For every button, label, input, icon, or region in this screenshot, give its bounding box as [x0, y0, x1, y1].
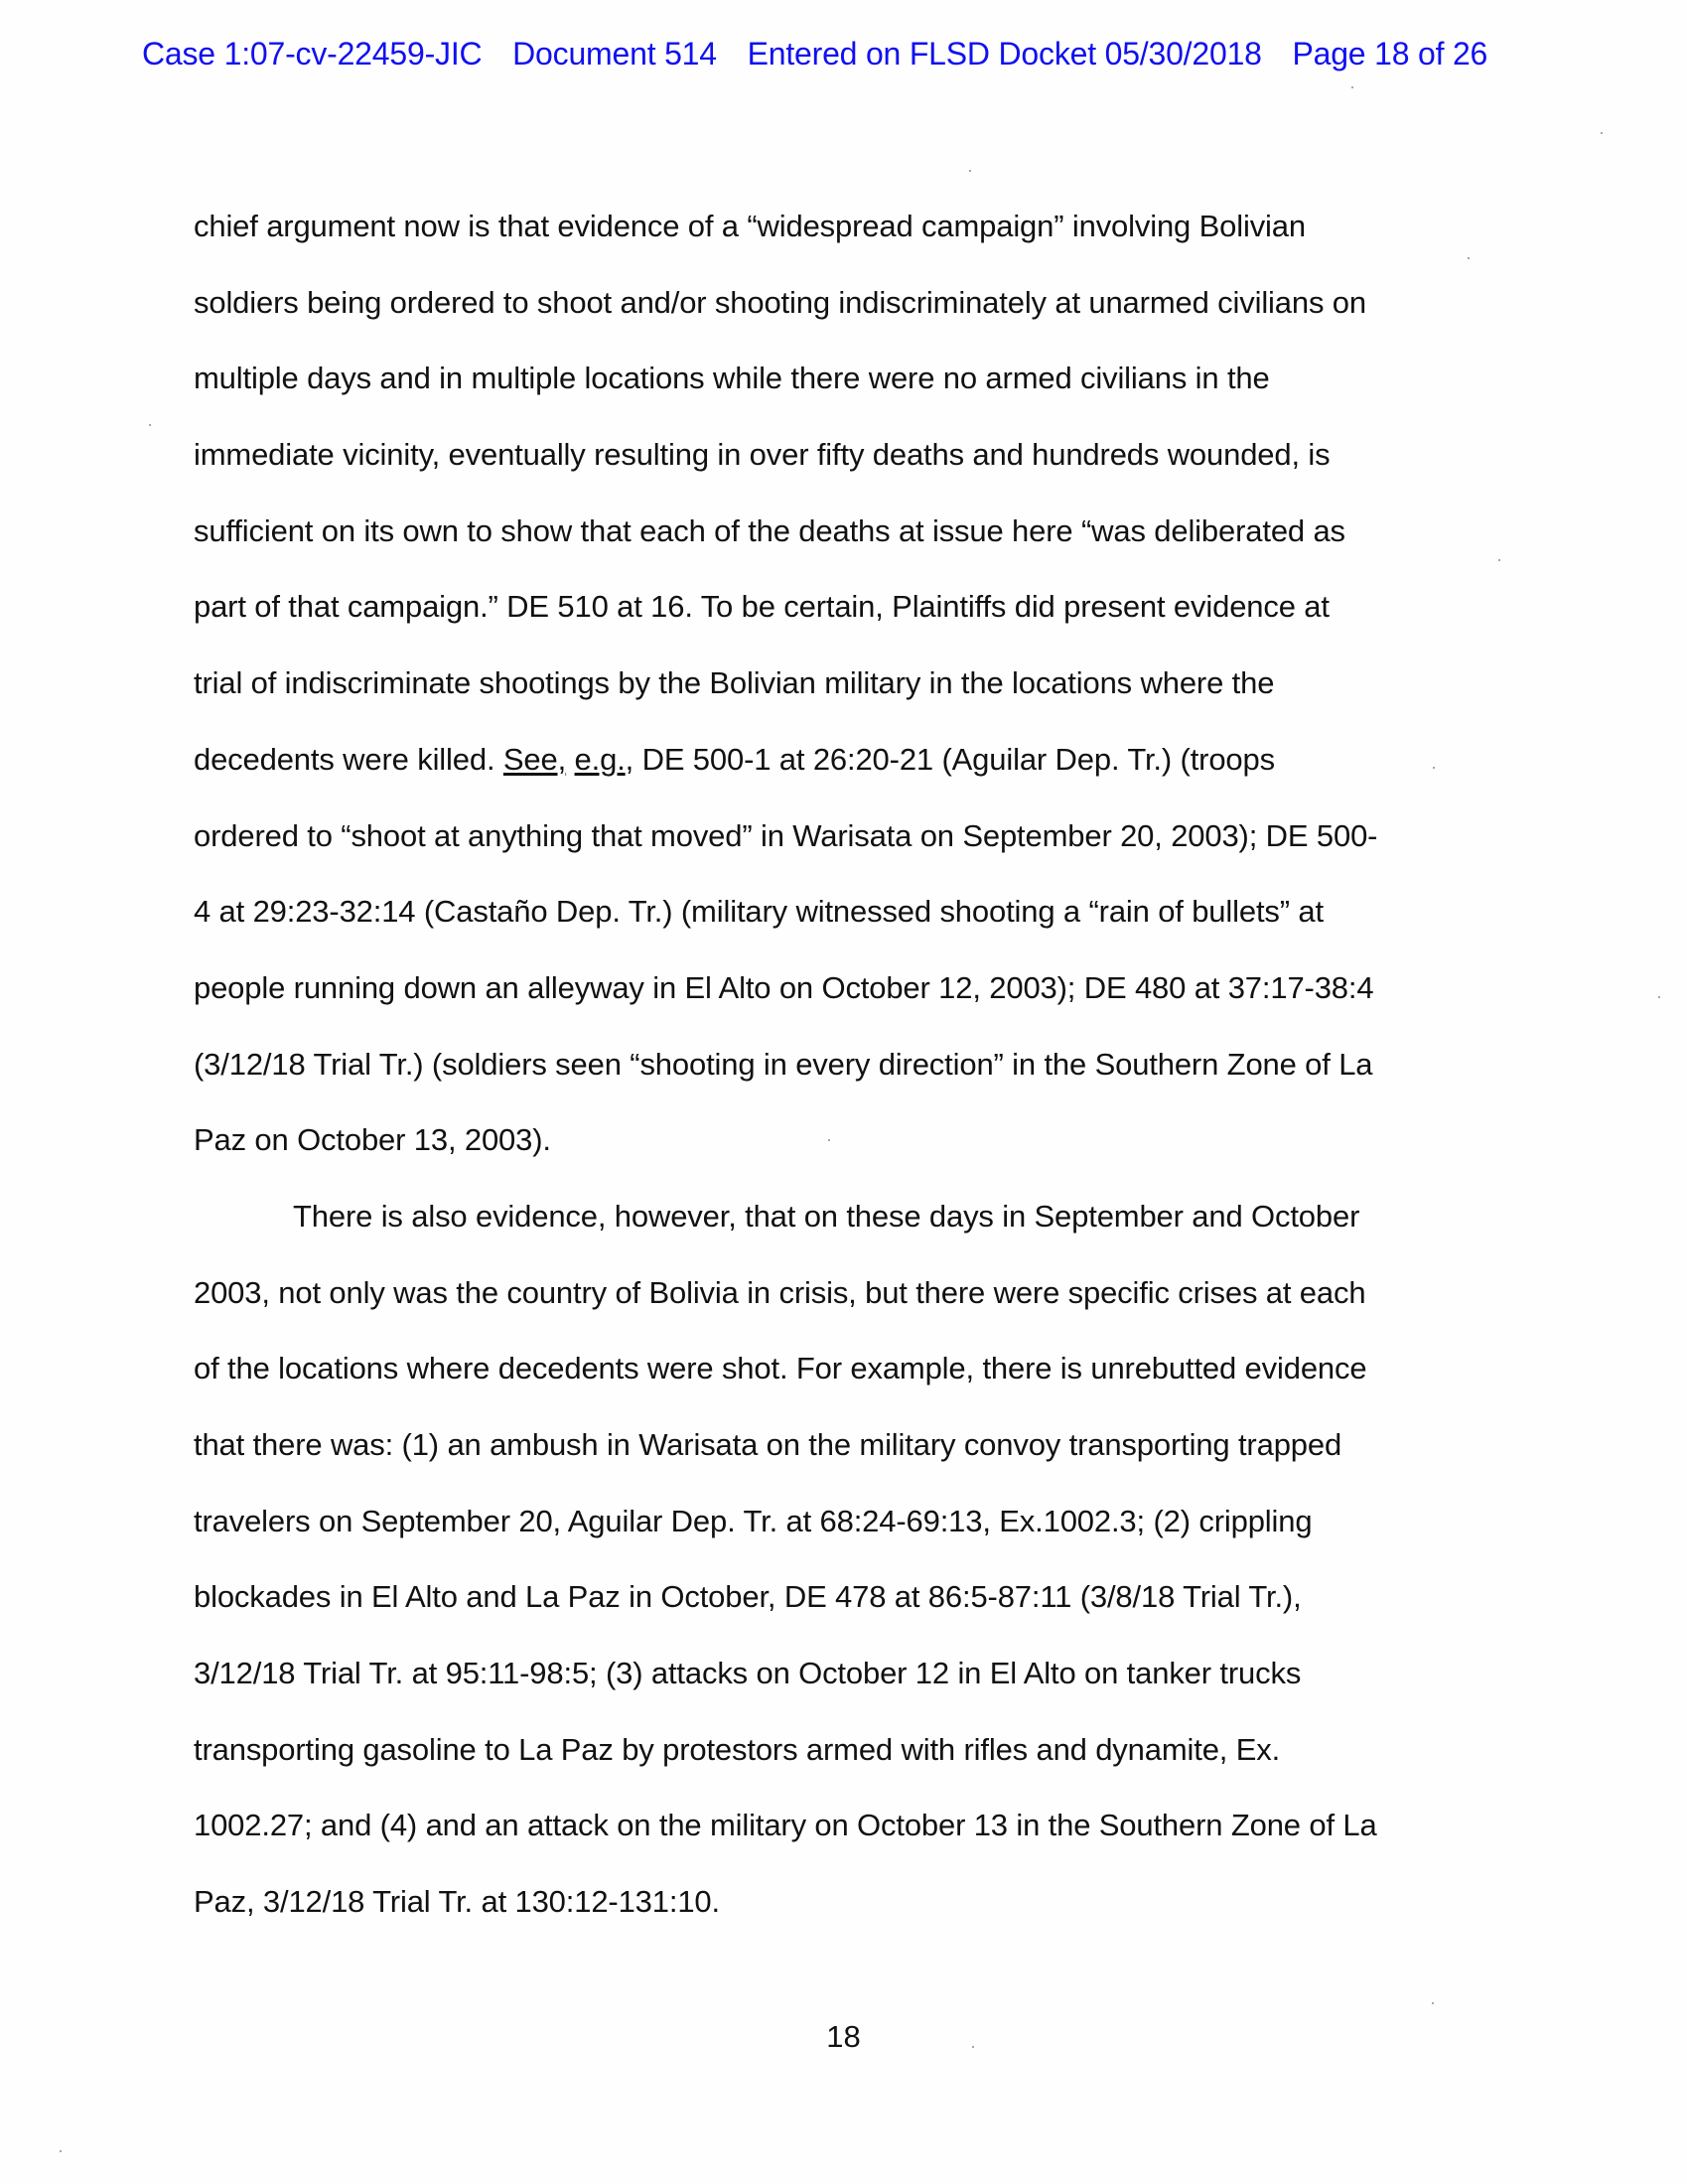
citation-lead-text: decedents were killed. — [194, 741, 503, 777]
docket-entry-date: Entered on FLSD Docket 05/30/2018 — [747, 36, 1262, 72]
scan-speck — [1468, 257, 1470, 259]
scan-speck — [60, 2150, 62, 2152]
scan-speck — [1658, 996, 1660, 998]
page-indicator: Page 18 of 26 — [1292, 36, 1488, 72]
scan-speck — [972, 2046, 974, 2048]
paragraph-2 — [194, 1193, 1514, 1955]
page-number: 18 — [826, 2019, 861, 2054]
citation-signal-see: See, — [502, 741, 567, 777]
text-line: 4 at 29:23-32:14 (Castaño Dep. Tr.) (military witnessed shooting a “rain of bullets” at — [194, 894, 1324, 930]
scan-speck — [1601, 132, 1603, 134]
text-line: blockades in El Alto and La Paz in October, DE 478 at 86:5-87:11 (3/8/18 Trial Tr.), — [194, 1579, 1302, 1615]
text-line: There is also evidence, however, that on these days in September and October — [293, 1198, 1360, 1234]
citation-gap — [566, 742, 574, 777]
text-line: sufficient on its own to show that each of the deaths at issue here “was deliberated as — [194, 512, 1345, 548]
scan-speck — [1433, 767, 1435, 769]
text-line: chief argument now is that evidence of a “widespread campaign” involving Bolivian — [194, 209, 1306, 243]
citation-signal-eg: e.g. — [574, 741, 626, 777]
text-line: Paz, 3/12/18 Trial Tr. at 130:12-131:10. — [194, 1884, 720, 1920]
text-line: 2003, not only was the country of Bolivia in crisis, but there were specific crises at each — [194, 1274, 1366, 1310]
text-line: 3/12/18 Trial Tr. at 95:11-98:5; (3) attacks on October 12 in El Alto on tanker trucks — [194, 1656, 1302, 1691]
text-line: immediate vicinity, eventually resulting in over fifty deaths and hundreds wounded, is — [194, 437, 1331, 473]
text-line: ordered to “shoot at anything that moved” in Warisata on September 20, 2003); DE 500- — [194, 817, 1378, 853]
text-line: of the locations where decedents were shot. For example, there is unrebutted evidence — [194, 1351, 1367, 1386]
scan-speck — [828, 1139, 830, 1141]
citation-trail-text: , DE 500-1 at 26:20-21 (Aguilar Dep. Tr.) (troops — [625, 741, 1275, 777]
text-line: (3/12/18 Trial Tr.) (soldiers seen “shooting in every direction” in the Southern Zone of La — [194, 1046, 1373, 1082]
text-line: travelers on September 20, Aguilar Dep. Tr. at 68:24-69:13, Ex.1002.3; (2) crippling — [194, 1503, 1313, 1538]
scan-speck — [1432, 2002, 1434, 2004]
case-number: Case 1:07-cv-22459-JIC — [142, 36, 483, 72]
text-line: trial of indiscriminate shootings by the Bolivian military in the locations where the — [194, 665, 1275, 701]
text-line: Paz on October 13, 2003). — [194, 1122, 551, 1158]
text-line: multiple days and in multiple locations while there were no armed civilians in the — [194, 361, 1270, 396]
citation-line — [194, 736, 1514, 812]
text-line: that there was: (1) an ambush in Warisata on the military convoy transporting trapped — [194, 1427, 1342, 1462]
scan-speck — [1351, 86, 1353, 88]
text-line: 1002.27; and (4) and an attack on the military on October 13 in the Southern Zone of La — [194, 1808, 1377, 1843]
document-number: Document 514 — [512, 36, 717, 72]
scan-speck — [1498, 559, 1500, 561]
scan-speck — [969, 170, 971, 172]
text-line: people running down an alleyway in El Alto on October 12, 2003); DE 480 at 37:17-38:4 — [194, 969, 1374, 1005]
text-line: transporting gasoline to La Paz by protestors armed with rifles and dynamite, Ex. — [194, 1731, 1281, 1767]
scan-speck — [149, 424, 151, 426]
text-line: soldiers being ordered to shoot and/or shooting indiscriminately at unarmed civilians on — [194, 284, 1366, 320]
ecf-filing-header — [142, 36, 1487, 73]
paragraph-1 — [194, 203, 1514, 1193]
document-body — [194, 203, 1514, 1955]
text-line: part of that campaign.” DE 510 at 16. To be certain, Plaintiffs did present evidence at — [194, 589, 1330, 625]
